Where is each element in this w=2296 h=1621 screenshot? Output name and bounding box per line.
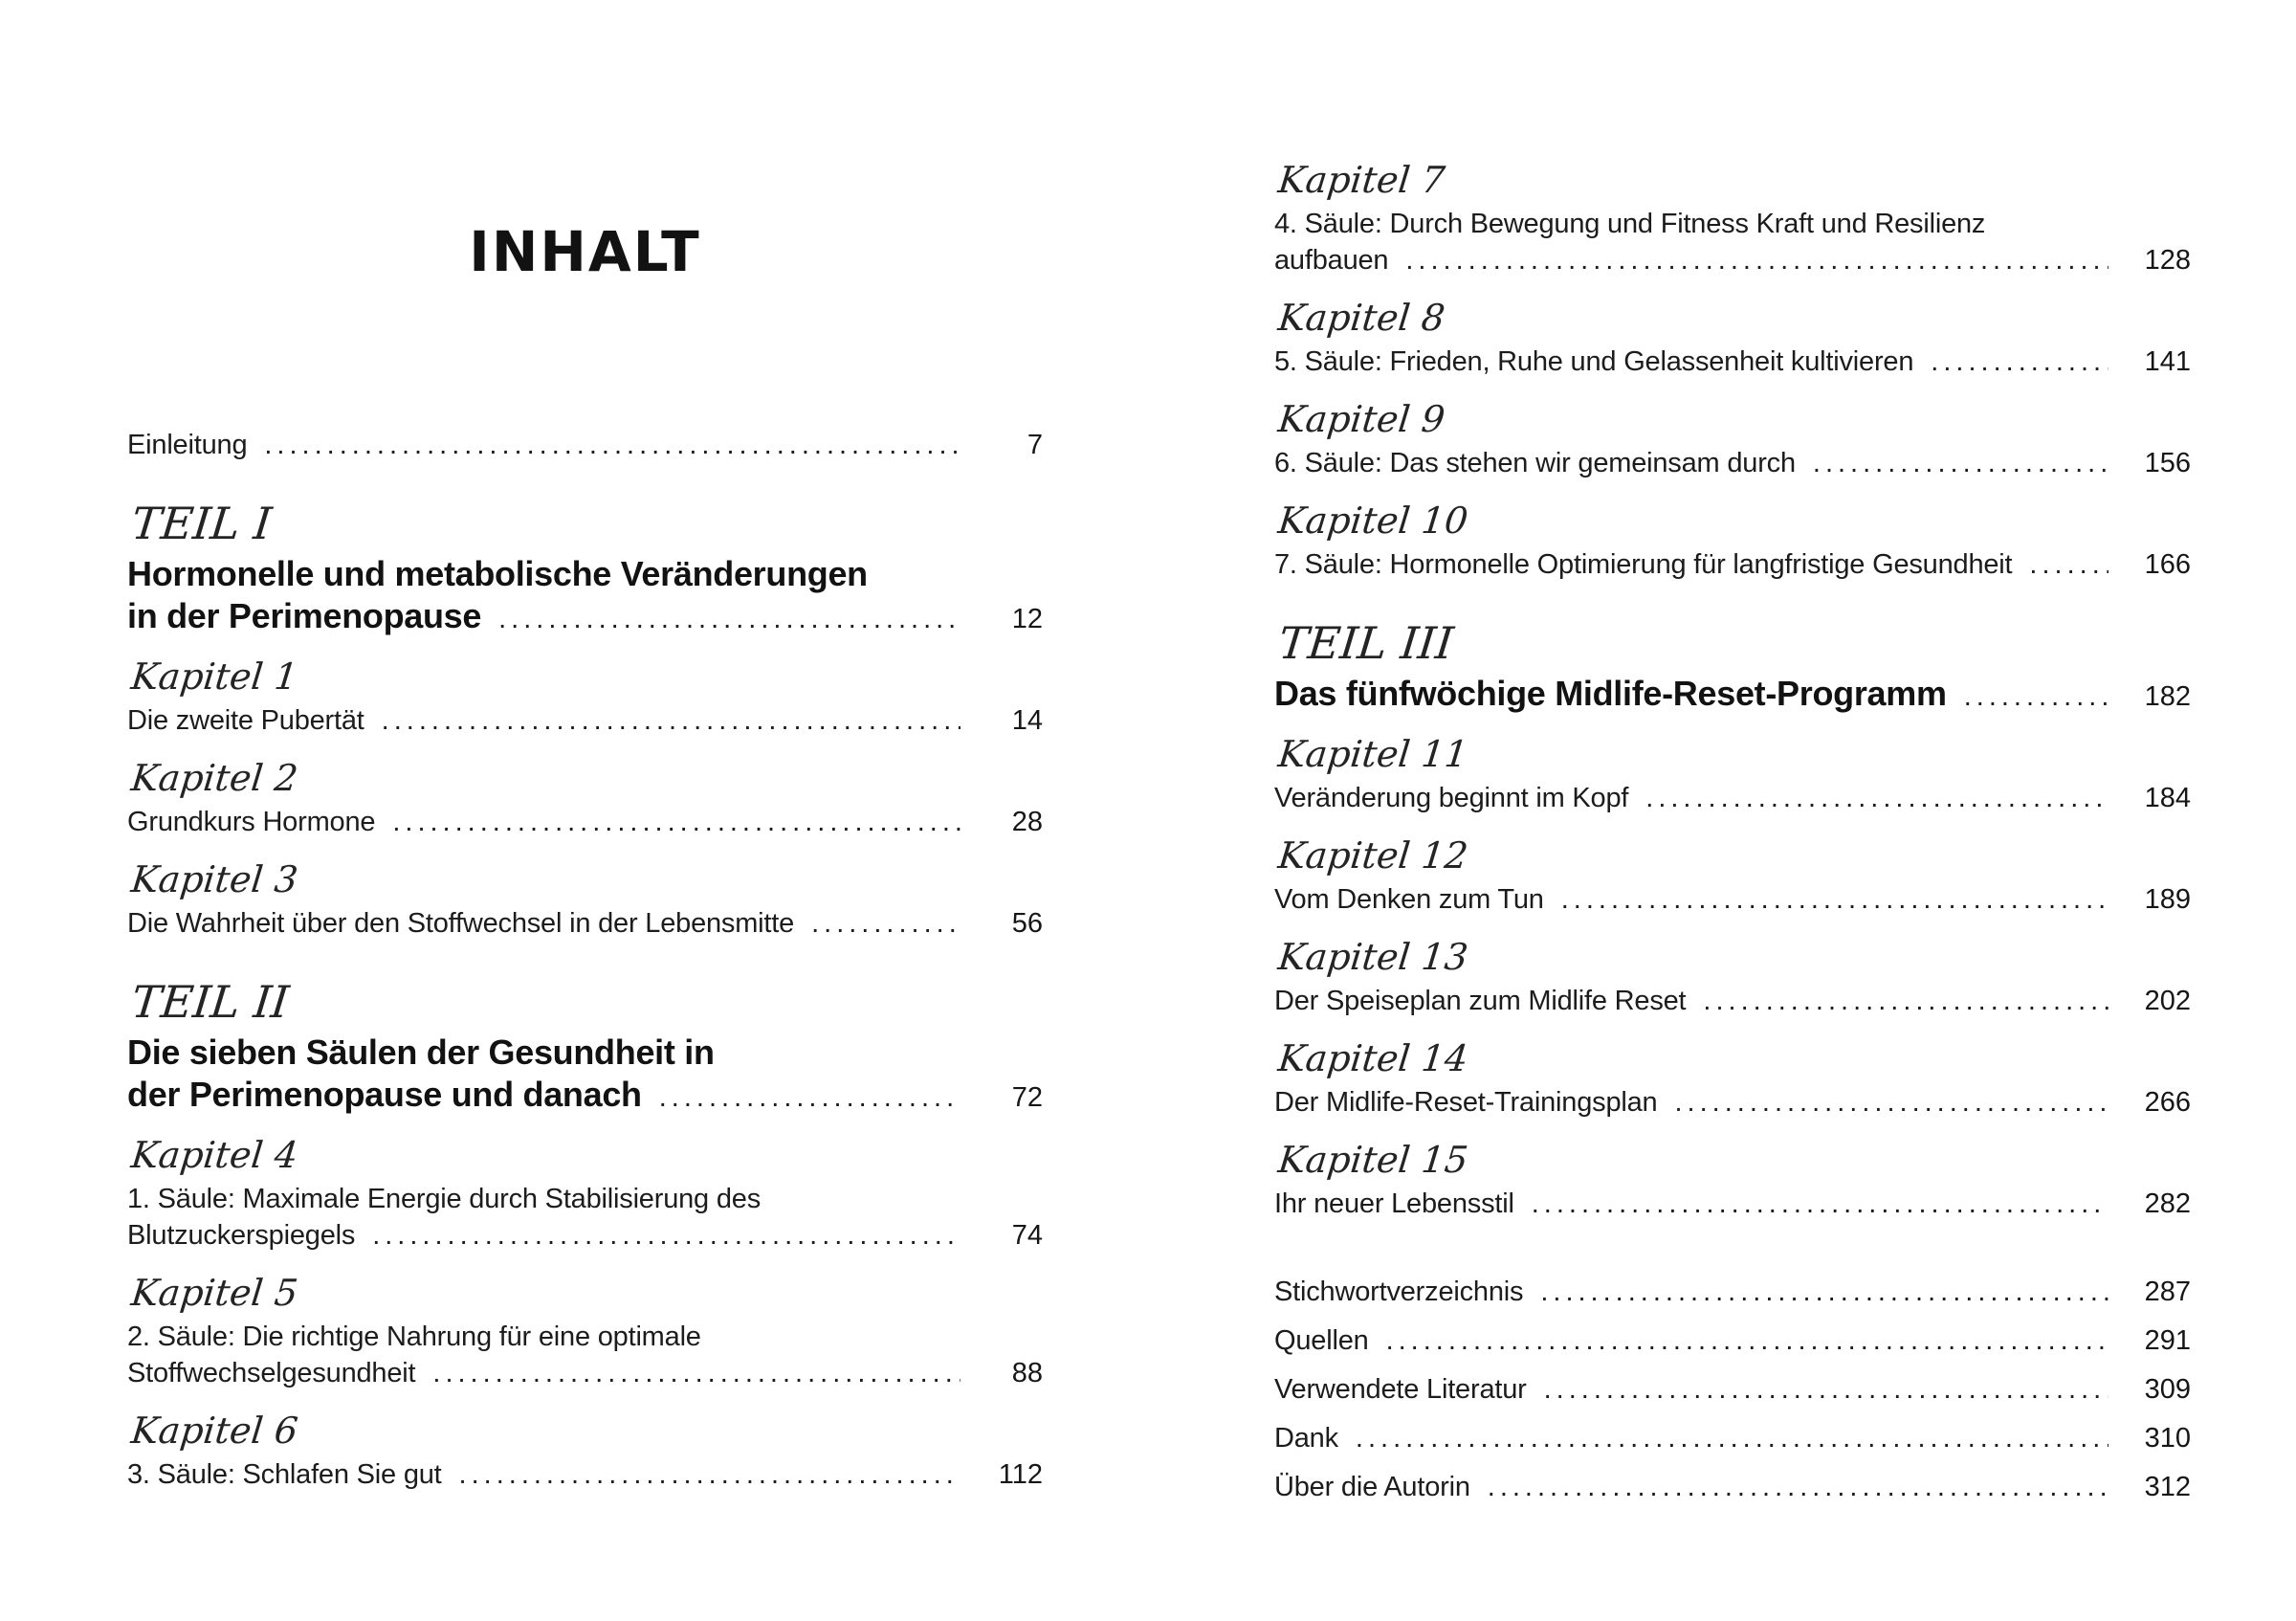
- page-title: INHALT: [469, 219, 701, 284]
- toc-row: [1274, 546, 2191, 583]
- toc-row: [127, 427, 1043, 463]
- toc-row: [1274, 673, 2191, 715]
- toc-chapter: [1274, 1138, 2191, 1222]
- toc-chapter: [1274, 296, 2191, 380]
- toc-row: [1274, 780, 2191, 816]
- chapter-heading: Kapitel 1: [129, 655, 300, 698]
- dot-leader: [459, 1459, 960, 1491]
- toc-row: [127, 1217, 1043, 1254]
- entry-label: Der Speiseplan zum Midlife Reset: [1274, 986, 1687, 1016]
- chapter-heading: Kapitel 8: [1276, 297, 1447, 339]
- dot-leader: [1964, 681, 2108, 713]
- dot-leader: [659, 1082, 960, 1114]
- page-number: 112: [998, 1459, 1043, 1490]
- page-number: 166: [2144, 549, 2191, 580]
- entry-label: Das fünfwöchige Midlife-Reset-Programm: [1274, 674, 1947, 713]
- page-number: 12: [1011, 604, 1043, 634]
- toc-line: 4. Säule: Durch Bewegung und Fitness Kraft und Resilienz: [1274, 209, 1986, 239]
- toc-back-matter: [1274, 1274, 2191, 1505]
- dot-leader: [498, 604, 960, 635]
- toc-row: [127, 905, 1043, 942]
- dot-leader: [1386, 1325, 2108, 1357]
- chapter-heading: Kapitel 10: [1276, 500, 1470, 542]
- chapter-heading: Kapitel 6: [129, 1410, 300, 1452]
- toc-row: [127, 1456, 1043, 1493]
- toc-line: Hormonelle und metabolische Veränderungen: [127, 554, 868, 593]
- part-heading: TEIL III: [1276, 617, 1456, 669]
- entry-label: Grundkurs Hormone: [127, 807, 376, 837]
- chapter-heading: Kapitel 3: [129, 858, 300, 900]
- page-number: 74: [1011, 1220, 1043, 1251]
- chapter-heading: Kapitel 7: [1276, 159, 1447, 201]
- toc-row: [127, 595, 1043, 637]
- toc-chapter: [127, 857, 1043, 942]
- page-number: 182: [2144, 681, 2191, 712]
- entry-label: Einleitung: [127, 430, 248, 460]
- entry-label: in der Perimenopause: [127, 596, 482, 635]
- toc-chapter: [127, 1133, 1043, 1254]
- toc-row: [1274, 983, 2191, 1019]
- page-number: 28: [1011, 807, 1043, 837]
- dot-leader: [1544, 1374, 2108, 1406]
- toc-row: [1274, 445, 2191, 481]
- page-number: 14: [1011, 705, 1043, 736]
- dot-leader: [811, 908, 960, 940]
- toc-entries-left: [127, 427, 1043, 1493]
- dot-leader: [1645, 783, 2108, 814]
- page-number: 128: [2144, 245, 2191, 276]
- toc-chapter: [1274, 397, 2191, 481]
- page-number: 72: [1011, 1082, 1043, 1113]
- entry-label: Verwendete Literatur: [1274, 1374, 1527, 1405]
- dot-leader: [1931, 346, 2108, 378]
- entry-label: aufbauen: [1274, 245, 1389, 276]
- toc-row: [1274, 1469, 2191, 1505]
- entry-label: Die Wahrheit über den Stoffwechsel in der Lebensmitte: [127, 908, 795, 939]
- toc-part: [127, 498, 1043, 637]
- toc-chapter: [127, 655, 1043, 739]
- dot-leader: [1703, 986, 2108, 1017]
- dot-leader: [372, 1220, 960, 1252]
- page-number: 141: [2144, 346, 2191, 377]
- entry-label: Die zweite Pubertät: [127, 705, 364, 736]
- dot-leader: [1540, 1277, 2108, 1308]
- toc-entries-right: [1274, 158, 2191, 1222]
- page-number: 287: [2144, 1277, 2191, 1307]
- page-number: 189: [2144, 884, 2191, 915]
- part-heading: TEIL II: [129, 976, 292, 1028]
- dot-leader: [2029, 549, 2108, 581]
- entry-label: Quellen: [1274, 1325, 1369, 1356]
- toc-left-column: [127, 0, 1043, 1493]
- entry-label: Der Midlife-Reset-Trainingsplan: [1274, 1087, 1658, 1118]
- dot-leader: [264, 430, 960, 461]
- toc-right-column: [1274, 0, 2191, 1505]
- toc-line: 2. Säule: Die richtige Nahrung für eine optimale: [127, 1321, 701, 1352]
- toc-row: [1274, 1420, 2191, 1456]
- entry-label: Stichwortverzeichnis: [1274, 1277, 1524, 1307]
- toc-part: [127, 976, 1043, 1116]
- page-number: 184: [2144, 783, 2191, 813]
- chapter-heading: Kapitel 5: [129, 1272, 300, 1314]
- entry-label: 7. Säule: Hormonelle Optimierung für langfristige Gesundheit: [1274, 549, 2013, 580]
- entry-label: Ihr neuer Lebensstil: [1274, 1188, 1514, 1219]
- toc-row: [127, 702, 1043, 739]
- dot-leader: [1674, 1087, 2108, 1119]
- entry-label: 3. Säule: Schlafen Sie gut: [127, 1459, 442, 1490]
- entry-label: Stoffwechselgesundheit: [127, 1358, 416, 1388]
- toc-chapter: [127, 756, 1043, 840]
- page-number: 202: [2144, 986, 2191, 1016]
- entry-label: 6. Säule: Das stehen wir gemeinsam durch: [1274, 448, 1796, 478]
- dot-leader: [1561, 884, 2108, 916]
- dot-leader: [382, 705, 960, 737]
- page-number: 282: [2144, 1188, 2191, 1219]
- dot-leader: [1532, 1188, 2108, 1220]
- toc-row: [1274, 344, 2191, 380]
- page-number: 156: [2144, 448, 2191, 478]
- toc-row: [1274, 242, 2191, 278]
- dot-leader: [1488, 1472, 2108, 1503]
- chapter-heading: Kapitel 9: [1276, 398, 1447, 440]
- entry-label: 5. Säule: Frieden, Ruhe und Gelassenheit kultivieren: [1274, 346, 1914, 377]
- dot-leader: [392, 807, 960, 838]
- page-number: 56: [1011, 908, 1043, 939]
- toc-row: [127, 1355, 1043, 1391]
- toc-chapter: [1274, 833, 2191, 918]
- toc-row: [1274, 1186, 2191, 1222]
- page-number: 309: [2144, 1374, 2191, 1405]
- toc-row: [1274, 1322, 2191, 1359]
- chapter-heading: Kapitel 14: [1276, 1037, 1470, 1079]
- toc-chapter: [1274, 1036, 2191, 1121]
- toc-row: [1274, 1274, 2191, 1310]
- entry-label: Über die Autorin: [1274, 1472, 1470, 1502]
- toc-row: [127, 804, 1043, 840]
- entry-label: Dank: [1274, 1423, 1338, 1454]
- entry-label: Blutzuckerspiegels: [127, 1220, 356, 1251]
- part-heading: TEIL I: [129, 498, 275, 549]
- page-number: 291: [2144, 1325, 2191, 1356]
- dot-leader: [1405, 245, 2108, 277]
- toc-chapter: [1274, 935, 2191, 1019]
- entry-label: der Perimenopause und danach: [127, 1075, 642, 1114]
- toc-chapter: [1274, 499, 2191, 583]
- page-number: 266: [2144, 1087, 2191, 1118]
- dot-leader: [1813, 448, 2108, 479]
- page-number: 310: [2144, 1423, 2191, 1454]
- chapter-heading: Kapitel 11: [1276, 733, 1470, 775]
- toc-row: [1274, 881, 2191, 918]
- chapter-heading: Kapitel 2: [129, 757, 300, 799]
- entry-label: Veränderung beginnt im Kopf: [1274, 783, 1629, 813]
- toc-row: [1274, 1371, 2191, 1408]
- toc-chapter: [1274, 158, 2191, 278]
- dot-leader: [1356, 1423, 2108, 1454]
- toc-chapter: [127, 1409, 1043, 1493]
- page-number: 312: [2144, 1472, 2191, 1502]
- toc-chapter: [1274, 732, 2191, 816]
- toc-line: 1. Säule: Maximale Energie durch Stabilisierung des: [127, 1184, 761, 1214]
- chapter-heading: Kapitel 15: [1276, 1139, 1470, 1181]
- page-number: 7: [1027, 430, 1043, 460]
- dot-leader: [432, 1358, 960, 1389]
- toc-part: [1274, 617, 2191, 715]
- toc-row: [127, 1074, 1043, 1116]
- chapter-heading: Kapitel 4: [129, 1134, 300, 1176]
- entry-label: Vom Denken zum Tun: [1274, 884, 1544, 915]
- toc-chapter: [127, 1271, 1043, 1391]
- chapter-heading: Kapitel 13: [1276, 936, 1470, 978]
- page-number: 88: [1011, 1358, 1043, 1388]
- toc-row: [1274, 1084, 2191, 1121]
- chapter-heading: Kapitel 12: [1276, 834, 1470, 877]
- toc-line: Die sieben Säulen der Gesundheit in: [127, 1033, 715, 1072]
